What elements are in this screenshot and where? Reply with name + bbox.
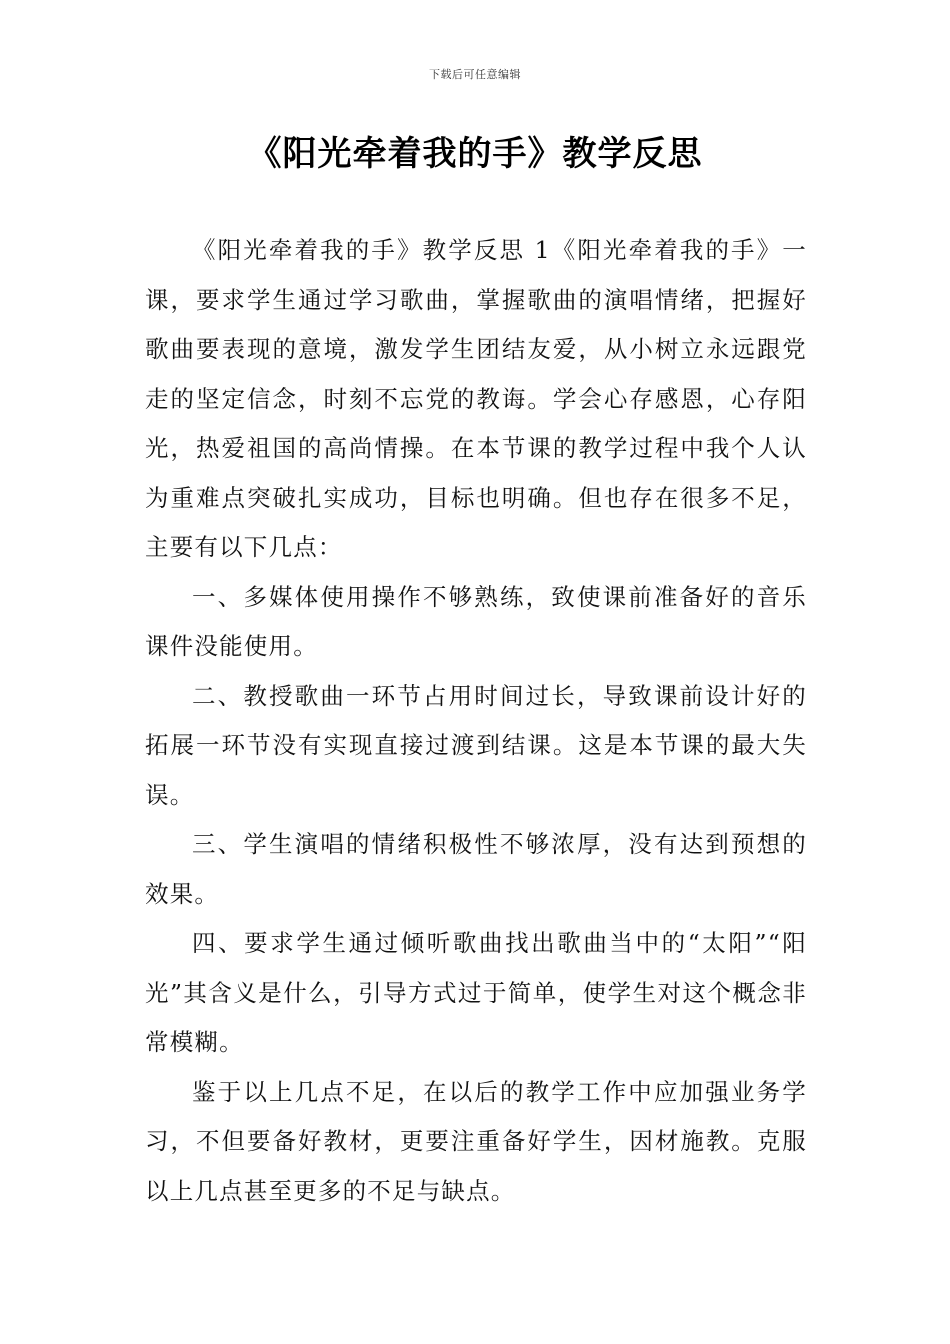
paragraph-intro: 《阳光牵着我的手》教学反思 1《阳光牵着我的手》一课，要求学生通过学习歌曲，掌握歌曲的演唱情绪，把握好歌曲要表现的意境，激发学生团结友爱，从小树立永远跟党走的坚定信念，时刻不忘党的教诲。学会心存感恩，心存阳光，热爱祖国的高尚情操。在本节课的教学过程中我个人认为重难点突破扎实成功，目标也明确。但也存在很多不足，主要有以下几点： xyxy=(145,236,807,561)
header-note: 下载后可任意编辑 xyxy=(429,68,521,81)
paragraph-point-2: 二、教授歌曲一环节占用时间过长，导致课前设计好的拓展一环节没有实现直接过渡到结课。这是本节课的最大失误。 xyxy=(145,681,807,809)
document-title: 《阳光牵着我的手》教学反思 xyxy=(247,134,703,174)
document-body xyxy=(145,226,807,1216)
paragraph-conclusion: 鉴于以上几点不足，在以后的教学工作中应加强业务学习，不但要备好教材，更要注重备好学生，因材施教。克服以上几点甚至更多的不足与缺点。 xyxy=(145,1077,807,1205)
paragraph-point-1: 一、多媒体使用操作不够熟练，致使课前准备好的音乐课件没能使用。 xyxy=(145,582,807,660)
paragraph-point-4: 四、要求学生通过倾听歌曲找出歌曲当中的“太阳”“阳光”其含义是什么，引导方式过于简单，使学生对这个概念非常模糊。 xyxy=(145,929,807,1056)
paragraph-point-3: 三、学生演唱的情绪积极性不够浓厚，没有达到预想的效果。 xyxy=(145,830,807,908)
